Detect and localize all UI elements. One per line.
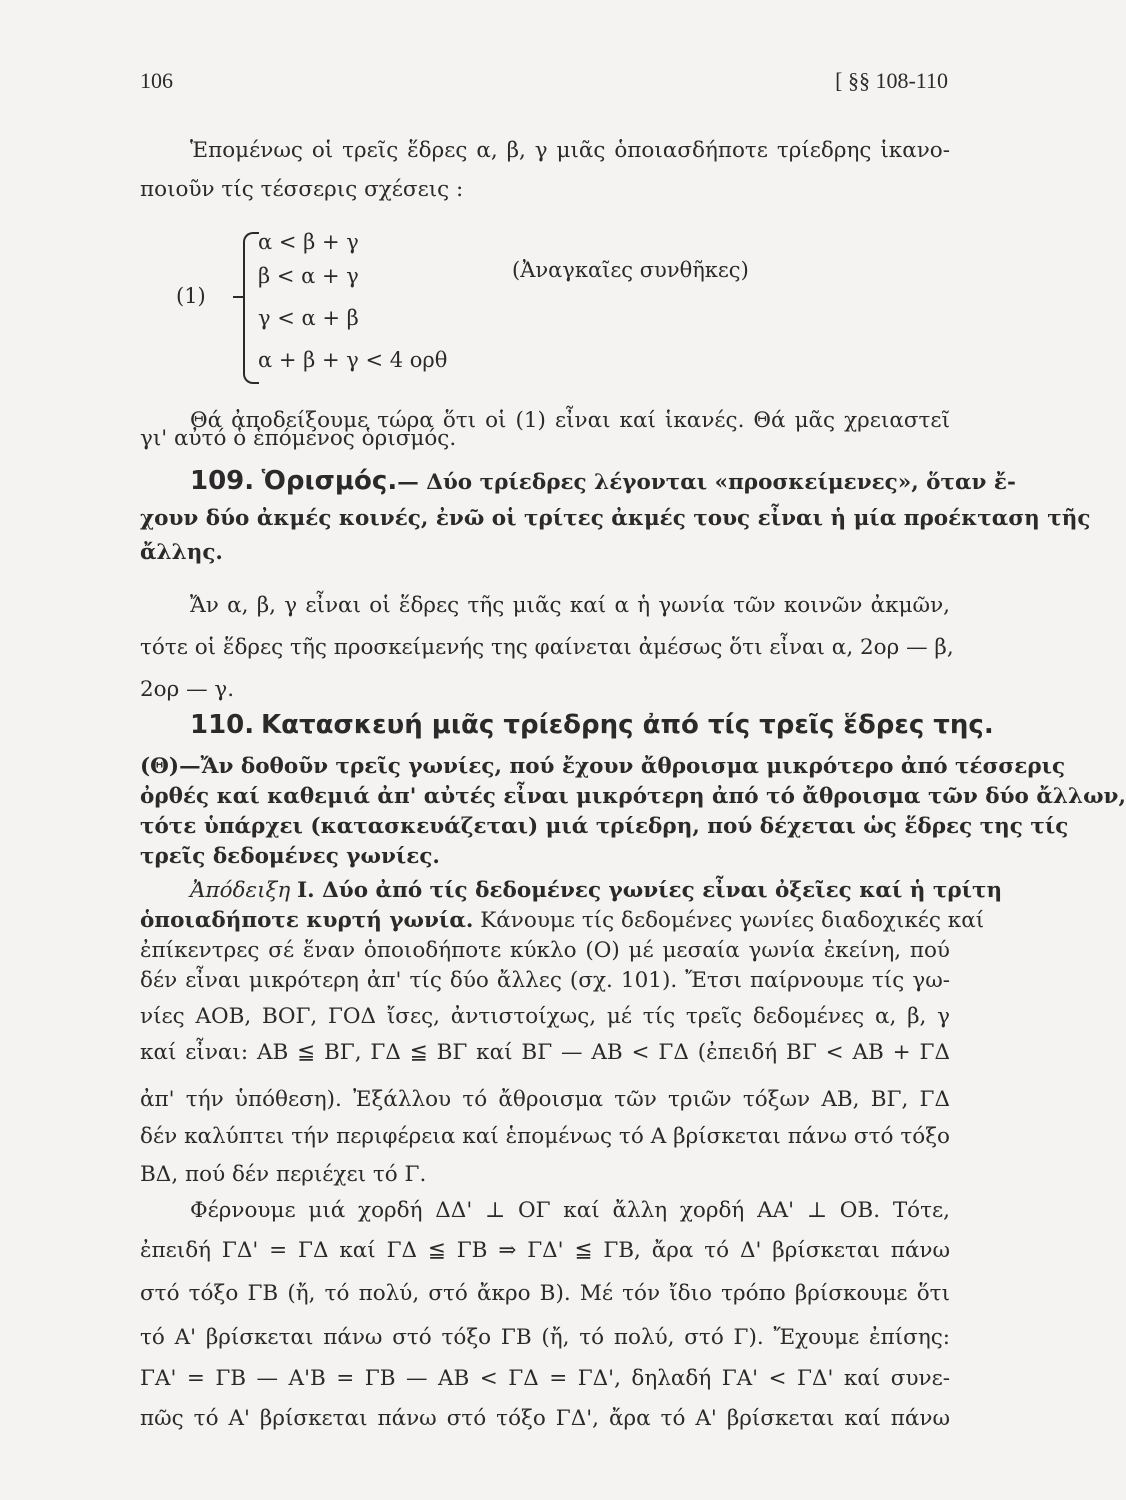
proof-head-2: ὁποιαδήποτε κυρτή γωνία. — [140, 908, 474, 933]
section-110-heading — [190, 710, 994, 742]
intro-line-1: Ἑπομένως οἱ τρεῖς ἕδρες α, β, γ μιᾶς ὁποιασδήποτε τρίεδρης ἱκανο- — [190, 138, 950, 163]
section-109-heading — [190, 466, 1016, 498]
proof-line-4: νίες ΑΟΒ, ΒΟΓ, ΓΟΔ ἴσες, ἀντιστοίχως, μέ τίς τρεῖς δεδομένες α, β, γ — [140, 1004, 950, 1029]
condition-2: β < α + γ — [258, 264, 359, 288]
proof-line-1 — [140, 906, 985, 936]
proof-line-9: Φέρνουμε μιά χορδή ΔΔ' ⊥ ΟΓ καί ἄλλη χορδή ΑΑ' ⊥ ΟΒ. Τότε, — [190, 1198, 950, 1223]
section-109-body-line-3: 2ορ — γ. — [140, 677, 235, 702]
page-number: 106 — [140, 68, 173, 93]
proof-line-14: πῶς τό Α' βρίσκεται πάνω στό τόξο ΓΔ', ἄρα τό Α' βρίσκεται καί πάνω — [140, 1406, 950, 1431]
proof-line-8: ΒΔ, πού δέν περιέχει τό Γ. — [140, 1162, 427, 1187]
proof-label: Ἀπόδειξη — [190, 878, 291, 903]
condition-3: γ < α + β — [258, 306, 359, 330]
theorem-line-3: τότε ὑπάρχει (κατασκευάζεται) μιά τρίεδρη, πού δέχεται ὡς ἕδρες της τίς — [140, 814, 1069, 839]
section-109-title: Ὁρισμός. — [261, 466, 398, 496]
proof-line-3: δέν εἶναι μικρότερη ἀπ' τίς δύο ἄλλες (σχ. 101). Ἔτσι παίρνουμε τίς γω- — [140, 968, 950, 993]
proof-line-6: ἀπ' τήν ὑπόθεση). Ἐξάλλου τό ἄθροισμα τῶν τριῶν τόξων ΑΒ, ΒΓ, ΓΔ — [140, 1087, 950, 1112]
section-109-body-line-1: Ἄν α, β, γ εἶναι οἱ ἕδρες τῆς μιᾶς καί α ἡ γωνία τῶν κοινῶν ἀκμῶν, — [190, 593, 950, 618]
section-110-title: Κατασκευή μιᾶς τρίεδρης ἀπό τίς τρεῖς ἕδρες της. — [261, 710, 994, 740]
necessary-conditions-note: (Ἀναγκαῖες συνθῆκες) — [512, 258, 749, 282]
condition-4: α + β + γ < 4 ορθ — [258, 348, 448, 372]
proof-text-1: Κάνουμε τίς δεδομένες γωνίες διαδοχικές καί — [480, 908, 985, 933]
section-110-number: 110. — [190, 710, 255, 740]
proof-line-13: ΓΑ' = ΓΒ — Α'Β = ΓΒ — ΑΒ < ΓΔ = ΓΔ', δηλαδή ΓΑ' < ΓΔ' καί συνε- — [140, 1366, 950, 1391]
section-109-def-line-1: — Δύο τρίεδρες λέγονται «προσκείμενες», ὅταν ἔ- — [397, 470, 1016, 495]
proof-head: Ι. Δύο ἀπό τίς δεδομένες γωνίες εἶναι ὀξεῖες καί ἡ τρίτη — [297, 878, 1003, 903]
proof-line-11: στό τόξο ΓΒ (ἤ, τό πολύ, στό ἄκρο Β). Μέ τόν ἴδιο τρόπο βρίσκουμε ὅτι — [140, 1281, 950, 1306]
proof-line-5: καί εἶναι: ΑΒ ≦ ΒΓ, ΓΔ ≦ ΒΓ καί ΒΓ — ΑΒ < ΓΔ (ἐπειδή ΒΓ < ΑΒ + ΓΔ — [140, 1040, 950, 1065]
section-reference: [ §§ 108-110 — [835, 68, 948, 93]
equation-number: (1) — [176, 284, 206, 308]
condition-1: α < β + γ — [258, 230, 359, 254]
system-brace-tip — [233, 296, 243, 298]
theorem-line-2: ὀρθές καί καθεμιά ἀπ' αὐτές εἶναι μικρότερη ἀπό τό ἄθροισμα τῶν δύο ἄλλων, — [140, 784, 1126, 809]
proof-line-7: δέν καλύπτει τήν περιφέρεια καί ἑπομένως τό Α βρίσκεται πάνω στό τόξο — [140, 1124, 950, 1149]
after-system-line-2: γι' αὐτό ὁ ἑπόμενος ὁρισμός. — [140, 426, 457, 451]
proof-line-2: ἐπίκεντρες σέ ἕναν ὁποιοδήποτε κύκλο (Ο) μέ μεσαία γωνία ἐκείνη, πού — [140, 938, 950, 963]
section-109-number: 109. — [190, 466, 255, 496]
section-109-def-line-2: χουν δύο ἀκμές κοινές, ἐνῶ οἱ τρίτες ἀκμές τους εἶναι ἡ μία προέκταση τῆς — [140, 506, 1091, 531]
after-system-line-1: Θά ἀποδείξουμε τώρα ὅτι οἱ (1) εἶναι καί ἱκανές. Θά μᾶς χρειαστεῖ — [190, 408, 950, 433]
theorem-line-1: (Θ)—Ἄν δοθοῦν τρεῖς γωνίες, πού ἔχουν ἄθροισμα μικρότερο ἀπό τέσσερις — [140, 754, 1066, 779]
proof-line-12: τό Α' βρίσκεται πάνω στό τόξο ΓΒ (ἤ, τό πολύ, στό Γ). Ἔχουμε ἐπίσης: — [140, 1325, 950, 1350]
intro-line-2: ποιοῦν τίς τέσσερις σχέσεις : — [140, 177, 464, 202]
section-109-body-line-2: τότε οἱ ἕδρες τῆς προσκείμενής της φαίνεται ἀμέσως ὅτι εἶναι α, 2ορ — β, — [140, 635, 954, 660]
proof-line-10: ἐπειδή ΓΔ' = ΓΔ καί ΓΔ ≦ ΓΒ ⇒ ΓΔ' ≦ ΓΒ, ἄρα τό Δ' βρίσκεται πάνω — [140, 1238, 950, 1263]
proof-head-line — [190, 876, 1003, 906]
section-109-def-line-3: ἄλλης. — [140, 540, 223, 565]
theorem-line-4: τρεῖς δεδομένες γωνίες. — [140, 844, 440, 869]
system-brace — [243, 232, 259, 384]
